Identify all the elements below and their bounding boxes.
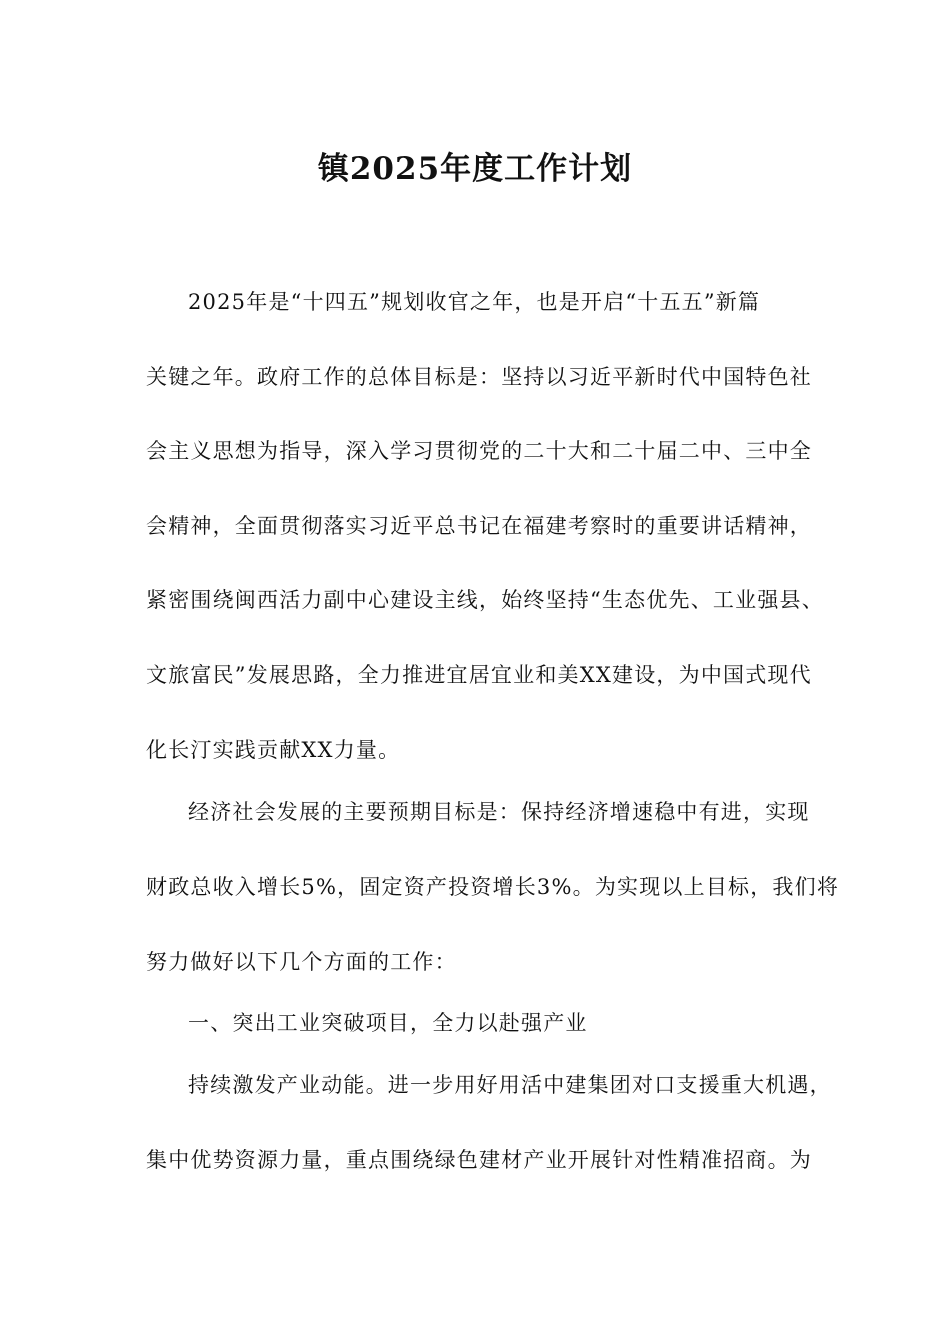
paragraph-line: 化长汀实践贡献XX力量。 xyxy=(146,738,401,762)
paragraph-line: 努力做好以下几个方面的工作： xyxy=(146,950,457,974)
paragraph-line: 文旅富民”发展思路，全力推进宜居宜业和美XX建设，为中国式现代 xyxy=(146,663,812,687)
paragraph-line: 集中优势资源力量，重点围绕绿色建材产业开展针对性精准招商。为 xyxy=(146,1148,812,1172)
document-title: 镇2025年度工作计划 xyxy=(317,151,633,187)
paragraph-line: 经济社会发展的主要预期目标是：保持经济增速稳中有进，实现 xyxy=(188,800,810,824)
paragraph-line: 紧密围绕闽西活力副中心建设主线，始终坚持“生态优先、工业强县、 xyxy=(146,588,824,612)
paragraph-line: 2025年是“十四五”规划收官之年，也是开启“十五五”新篇 xyxy=(188,290,761,314)
paragraph-line: 会主义思想为指导，深入学习贯彻党的二十大和二十届二中、三中全 xyxy=(146,439,812,463)
paragraph-line: 持续激发产业动能。进一步用好用活中建集团对口支援重大机遇， xyxy=(188,1073,832,1097)
section-heading: 一、突出工业突破项目，全力以赴强产业 xyxy=(188,1011,588,1035)
paragraph-line: 财政总收入增长5%，固定资产投资增长3%。为实现以上目标，我们将 xyxy=(146,875,840,899)
paragraph-line: 关键之年。政府工作的总体目标是：坚持以习近平新时代中国特色社 xyxy=(146,365,812,389)
paragraph-line: 会精神，全面贯彻落实习近平总书记在福建考察时的重要讲话精神， xyxy=(146,514,812,538)
